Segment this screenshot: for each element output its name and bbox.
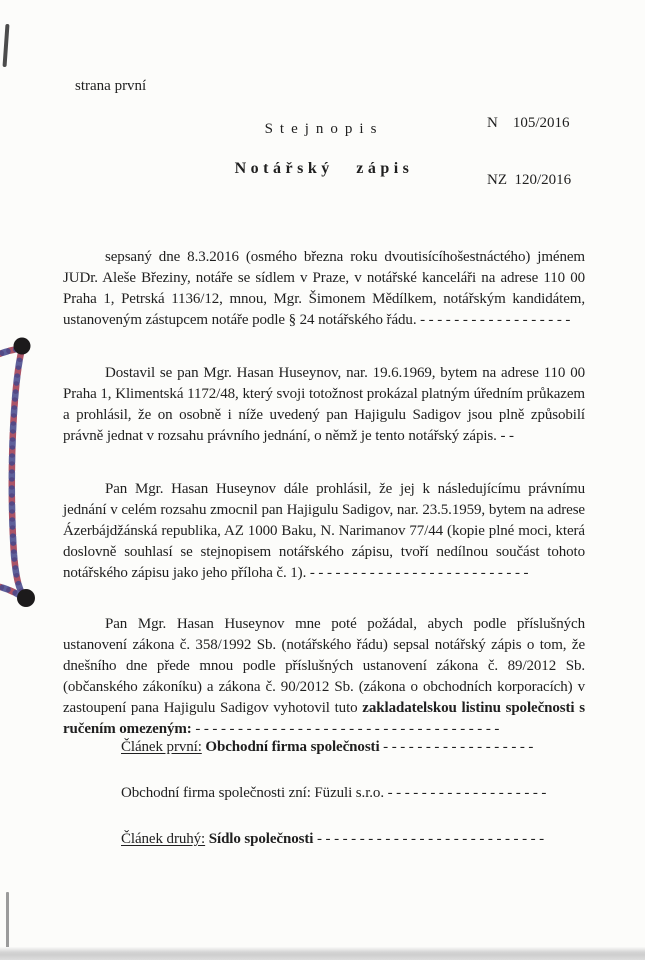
article-first-dashes: - - - - - - - - - - - - - - - - - -: [379, 739, 534, 755]
request-text: Pan Mgr. Hasan Huseynov mne poté požádal, abych podle příslušných ustanovení zákona č. 358/1992 Sb. (notářského řádu) sepsal notářský zápis o tom, že dnešního dne přede mnou podle příslušných ustanovení zákona č. 89/2012 Sb. (občanského zákoníku) a zákona č. 90/2012 Sb. (zákona o obchodních korporacích) v zastoupení pana Hajigulu Sadigov vyhotovil tuto: [63, 616, 585, 716]
scan-artifact-bottom-left: [6, 892, 9, 950]
copy-type-title: Stejnopis: [264, 121, 384, 137]
binding-eyelet-bottom: [17, 589, 35, 607]
article-second-heading: [121, 829, 544, 850]
paragraph-request: [63, 614, 585, 740]
case-numbers: [487, 76, 571, 228]
scan-artifact-top-left: [3, 24, 10, 67]
request-dashes: - - - - - - - - - - - - - - - - - - - - - - - - - - - - - - - - - - - -: [191, 721, 500, 737]
page-number-label: strana první: [75, 78, 147, 94]
article-first-heading: [121, 737, 533, 758]
notarial-binding-cord: [0, 330, 48, 630]
firm-name-line: [121, 783, 546, 804]
binding-eyelet-top: [14, 338, 31, 355]
case-number-n: N 105/2016: [487, 115, 570, 131]
document-title: Notářský zápis: [234, 160, 414, 177]
article-second-dashes: - - - - - - - - - - - - - - - - - - - - - - - - - - -: [313, 831, 545, 847]
article-first-label: Článek první:: [121, 739, 202, 755]
paragraph-intro: sepsaný dne 8.3.2016 (osmého března roku dvoutisícíhošestnáctého) jménem JUDr. Aleše Březiny, notáře se sídlem v Praze, v notářské kanceláři na adrese 110 00 Praha 1, Petrská 1136/12, mnou, Mgr. Šimonem Mědílkem, notářským kandidátem, ustanoveným zástupcem notáře podle § 24 notářského řádu. - - - - - - - - - - - - - - - - - -: [63, 249, 585, 328]
article-first-title: Obchodní firma společnosti: [201, 739, 380, 755]
paragraph-appearance: Dostavil se pan Mgr. Hasan Huseynov, nar. 19.6.1969, bytem na adrese 110 00 Praha 1, Klimentská 1172/48, který svoji totožnost prokázal platným úředním průkazem a prohlásil, že on osobně i níže uvedený pan Hajigulu Sadigov jsou plně způsobilí právně jednat v rozsahu právního jednání, o němž je tento notářský zápis. - -: [63, 365, 585, 444]
request-bold-deed-name: zakladatelskou listinu společnosti s ručením omezeným:: [63, 700, 585, 737]
case-number-nz: NZ 120/2016: [487, 172, 572, 188]
firm-name-text: Obchodní firma společnosti zní: Füzuli s.r.o.: [121, 785, 384, 801]
firm-name-dashes: - - - - - - - - - - - - - - - - - - -: [383, 785, 547, 801]
document-content: [63, 0, 585, 960]
article-second-title: Sídlo společnosti: [205, 831, 314, 847]
paragraph-power-of-attorney: Pan Mgr. Hasan Huseynov dále prohlásil, že jej k následujícímu právnímu jednání v celém rozsahu zmocnil pan Hajigulu Sadigov, nar. 23.5.1959, bytem na adrese Ázerbájdžánská republika, AZ 1000 Baku, N. Narimanov 77/44 (kopie plné moci, která doslovně souhlasí se stejnopisem notářského zápisu, tvoří nedílnou součást tohoto notářského zápisu jako jeho příloha č. 1). - - - - - - - - - - - - - - - - - - - - - - - - - -: [63, 481, 585, 581]
cord-segment-vertical: [12, 353, 24, 596]
article-second-label: Článek druhý:: [121, 831, 206, 847]
